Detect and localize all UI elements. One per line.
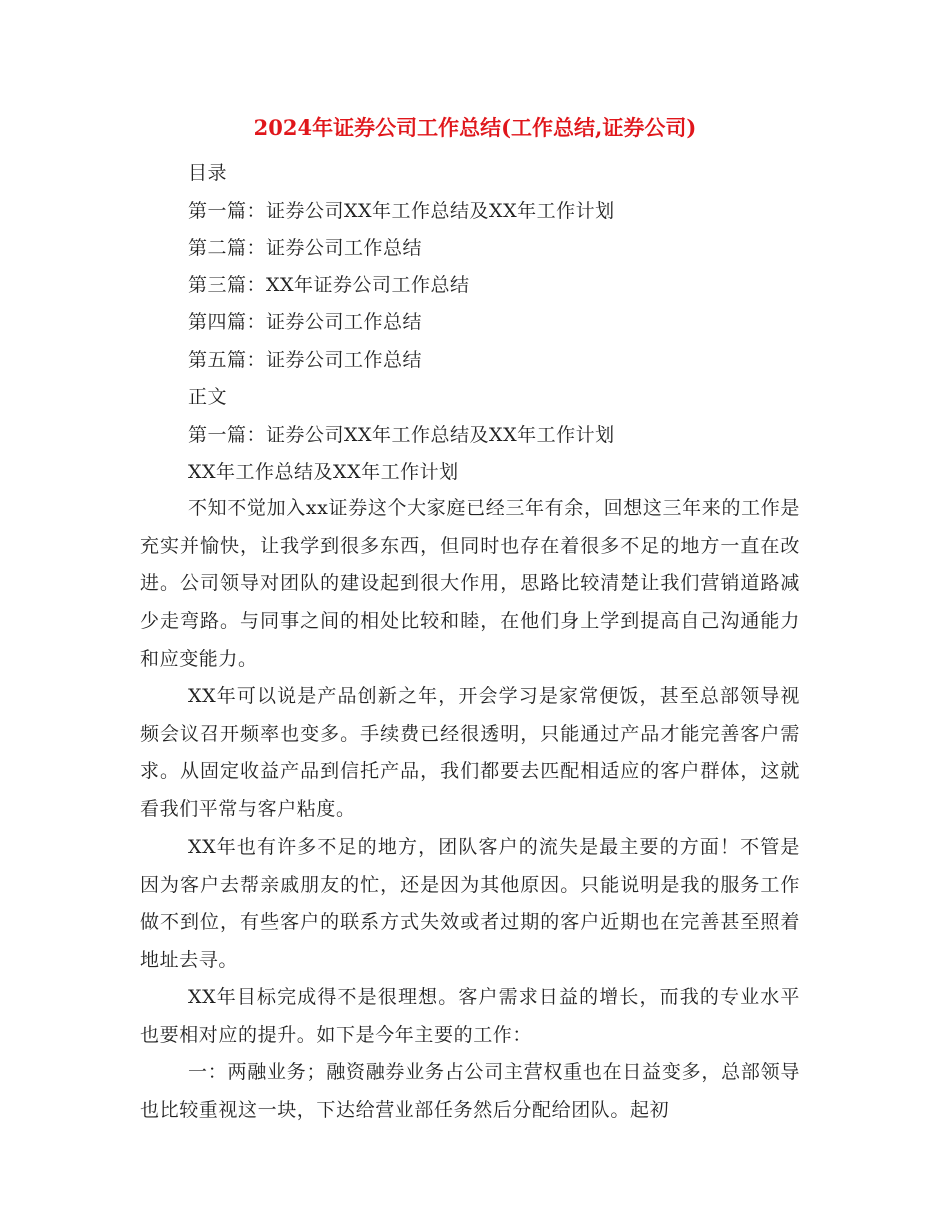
body-heading: 正文: [188, 386, 228, 408]
section-subtitle: XX年工作总结及XX年工作计划: [188, 461, 459, 483]
toc-item: 第三篇：XX年证券公司工作总结: [188, 274, 470, 296]
body-paragraph: XX年也有许多不足的地方，团队客户的流失是最主要的方面！不管是因为客户去帮亲戚朋友的忙，还是因为其他原因。只能说明是我的服务工作做不到位，有些客户的联系方式失效或者过期的客户近期也在完善甚至照着地址去寻。: [140, 836, 800, 972]
toc-item: 第五篇：证券公司工作总结: [188, 349, 423, 371]
toc-heading: 目录: [188, 162, 228, 184]
chapter-title: 第一篇：证券公司XX年工作总结及XX年工作计划: [188, 424, 615, 446]
document-title: 2024年证券公司工作总结(工作总结,证券公司): [253, 115, 697, 140]
toc-item: 第二篇：证券公司工作总结: [188, 237, 423, 259]
body-paragraph: XX年可以说是产品创新之年，开会学习是家常便饭，甚至总部领导视频会议召开频率也变多。手续费已经很透明，只能通过产品才能完善客户需求。从固定收益产品到信托产品，我们都要去匹配相适应的客户群体，这就看我们平常与客户粘度。: [140, 685, 800, 821]
body-paragraph: 不知不觉加入xx证券这个大家庭已经三年有余，回想这三年来的工作是充实并愉快，让我学到很多东西，但同时也存在着很多不足的地方一直在改进。公司领导对团队的建设起到很大作用，思路比较清楚让我们营销道路减少走弯路。与同事之间的相处比较和睦，在他们身上学到提高自己沟通能力和应变能力。: [140, 497, 800, 670]
toc-item: 第四篇：证券公司工作总结: [188, 311, 423, 333]
toc-item: 第一篇：证券公司XX年工作总结及XX年工作计划: [188, 200, 615, 222]
body-paragraph: XX年目标完成得不是很理想。客户需求日益的增长，而我的专业水平也要相对应的提升。如下是今年主要的工作：: [140, 986, 800, 1046]
body-paragraph: 一：两融业务；融资融券业务占公司主营权重也在日益变多，总部领导也比较重视这一块，下达给营业部任务然后分配给团队。起初: [140, 1061, 800, 1121]
